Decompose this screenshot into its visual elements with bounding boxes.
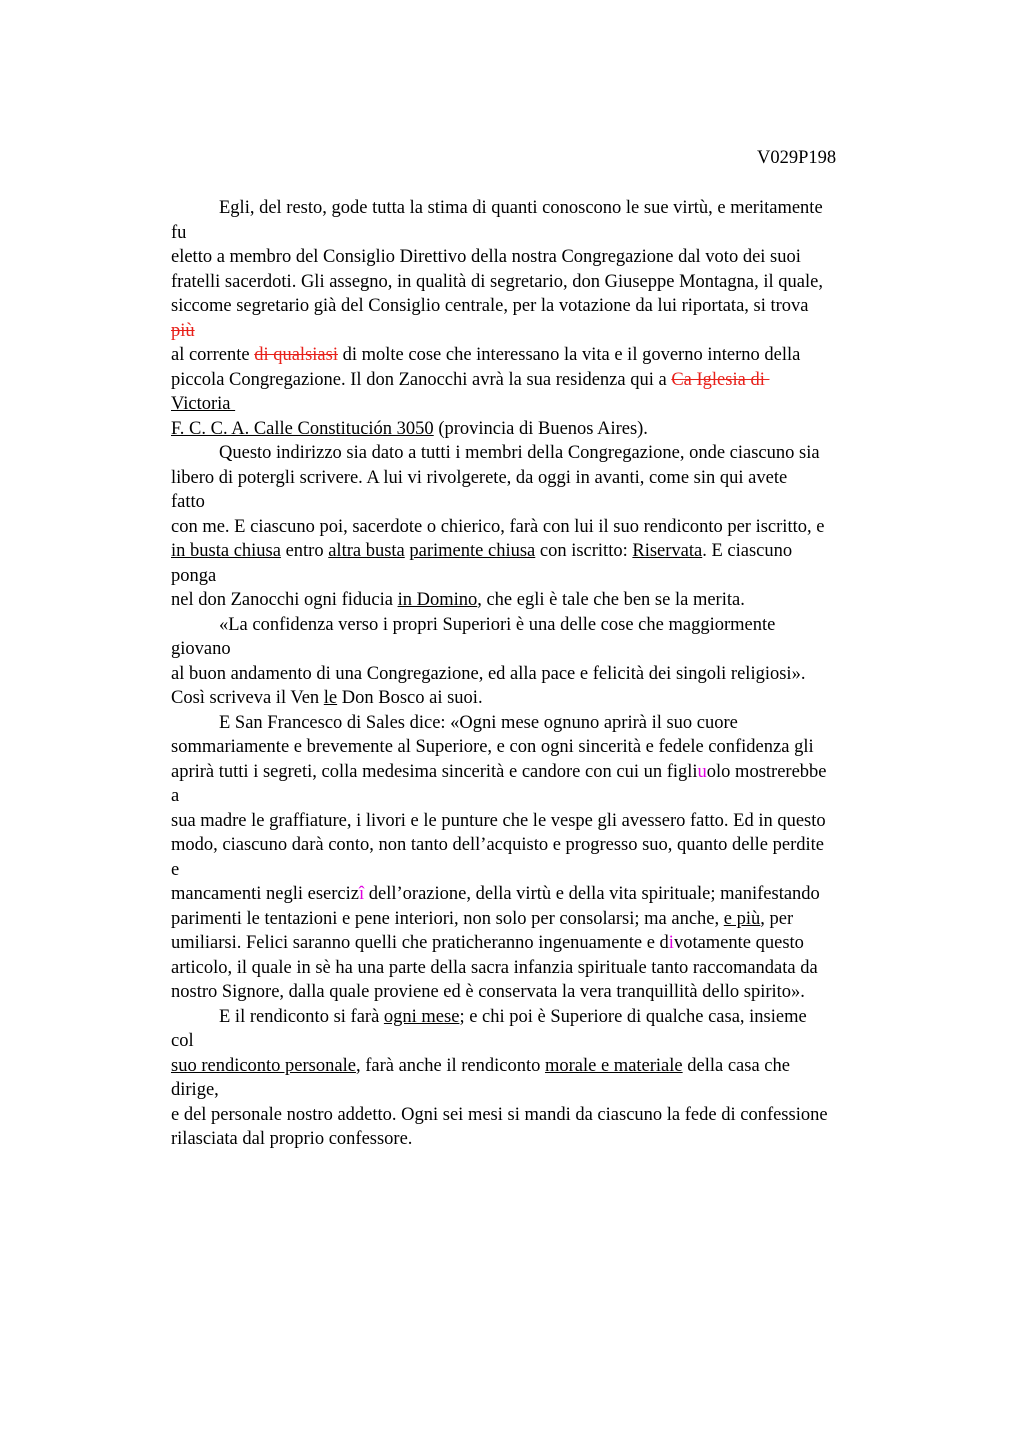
text-run: con iscritto: [535,541,633,561]
deleted-text: Ca Iglesia di [671,369,770,390]
text-run: al corrente [171,345,255,365]
text-run: piccola Congregazione. Il don Zanocchi avrà la sua residenza qui a [171,369,672,390]
deleted-text: di qualsiasi [254,345,338,365]
text-run: e del personale nostro addetto. Ogni sei mesi si mandi da ciascuno la fede di confessione [171,1104,828,1125]
text-run: E il rendiconto si farà [219,1006,384,1027]
text-line [171,613,931,638]
text-run: giovano [171,639,231,659]
underlined-text: Victoria [171,394,236,414]
underlined-text: ogni mese [383,1006,460,1027]
text-run: fatto [171,492,205,512]
text-line [171,931,931,956]
text-line [171,760,931,785]
inserted-letter: î [359,884,365,904]
text-run: entro [280,541,329,561]
text-line [171,662,931,687]
text-run: E San Francesco di Sales dice: «Ogni mese ognuno aprirà il suo cuore [219,712,738,733]
text-run: di molte cose che interessano la vita e il governo interno della [337,345,801,365]
inserted-letter: i [668,933,674,953]
text-line [171,784,931,809]
text-run: Questo indirizzo sia dato a tutti i membri della Congregazione, onde ciascuno sia [219,443,820,463]
underlined-text: F. C. C. A. Calle Constitución 3050 [171,418,434,439]
text-run: modo, ciascuno darà conto, non tanto dell’acquisto e progresso suo, quanto delle perdite [171,835,824,855]
text-run: (provincia di Buenos Aires). [433,418,648,439]
text-run: ; e chi poi è Superiore di qualche casa, insieme [459,1006,807,1027]
text-run: mancamenti negli eserciz [171,884,359,904]
text-line [171,319,931,344]
text-line [171,1103,931,1128]
text-line [171,588,931,613]
text-run: votamente questo [673,933,804,953]
body-text [171,196,931,1152]
text-line [171,735,931,760]
page-id: V029P198 [757,148,837,168]
text-line [171,196,931,221]
text-line [171,858,931,883]
text-run: umiliarsi. Felici saranno quelli che praticheranno ingenuamente e d [171,933,669,953]
text-run: Don Bosco ai suoi. [337,688,483,708]
text-run: sommariamente e brevemente al Superiore, e con ogni sincerità e fedele confidenza gli [171,737,814,757]
text-run: parimenti le tentazioni e pene interiori, non solo per consolarsi; ma anche, [171,908,724,929]
text-run: Egli, del resto, gode tutta la stima di quanti conoscono le sue virtù, e meritamente [219,198,823,218]
text-run: con me. E ciascuno poi, sacerdote o chierico, farà con lui il suo rendiconto per iscritto, e [171,516,825,537]
text-line [171,417,931,442]
text-line [171,686,931,711]
text-line [171,637,931,662]
text-line [171,368,931,393]
text-line [171,539,931,564]
text-run: dirige, [171,1080,219,1100]
text-line [171,392,931,417]
text-line [171,294,931,319]
text-run: al buon andamento di una Congregazione, ed alla pace e felicità dei singoli religiosi». [171,663,806,684]
text-run: articolo, il quale in sè ha una parte della sacra infanzia spirituale tanto raccomandata da [171,957,818,978]
underlined-text: e più [723,908,761,929]
text-run: libero di potergli scrivere. A lui vi rivolgerete, da oggi in avanti, come sin qui avete [171,467,788,488]
underlined-text: morale e materiale [544,1055,683,1076]
text-run: nel don Zanocchi ogni fiducia [171,590,398,610]
text-line [171,907,931,932]
text-run: rilasciata dal proprio confessore. [171,1129,413,1149]
text-run: olo mostrerebbe [706,761,827,782]
text-run: e [171,859,180,880]
text-line [171,270,931,295]
text-line [171,515,931,540]
text-run: , farà anche il rendiconto [355,1055,545,1076]
text-line [171,1127,931,1152]
underlined-text: altra busta [328,541,405,561]
text-run: fratelli sacerdoti. Gli assegno, in qualità di segretario, don Giuseppe Montagna, il quale, [171,271,823,292]
deleted-text: più [171,320,195,341]
text-line [171,809,931,834]
text-run: sua madre le graffiature, i livori e le punture che le vespe gli avessero fatto. Ed in questo [171,810,826,831]
text-line [171,441,931,466]
text-run: eletto a membro del Consiglio Direttivo della nostra Congregazione dal voto dei suoi [171,247,801,267]
text-line [171,711,931,736]
text-line [171,882,931,907]
text-line [171,1005,931,1030]
text-run: «La confidenza verso i propri Superiori è una delle cose che maggiormente [219,614,776,635]
text-line [171,245,931,270]
text-run: . E ciascuno [702,541,793,561]
text-line [171,980,931,1005]
text-line [171,343,931,368]
text-line [171,1029,931,1054]
text-line [171,833,931,858]
text-line [171,490,931,515]
underlined-text: le [323,688,338,708]
text-run: della casa che [682,1055,790,1076]
inserted-letter: u [697,761,707,782]
text-run: dell’orazione, della virtù e della vita spirituale; manifestando [364,884,820,904]
underlined-text: in busta chiusa [171,541,281,561]
text-run: a [171,786,180,806]
underlined-text: parimente chiusa [409,541,536,561]
text-line [171,221,931,246]
text-line [171,466,931,491]
underlined-text: in Domino [397,590,478,610]
underlined-text: Riservata [632,541,703,561]
text-run: , per [760,908,794,929]
text-run: col [171,1031,194,1051]
text-line [171,564,931,589]
text-line [171,1078,931,1103]
text-run: fu [171,222,187,243]
text-run: aprirà tutti i segreti, colla medesima sincerità e candore con cui un figli [171,761,698,782]
text-line [171,956,931,981]
text-line [171,1054,931,1079]
underlined-text: suo rendiconto personale [171,1055,356,1076]
text-run: siccome segretario già del Consiglio centrale, per la votazione da lui riportata, si trova [171,296,809,316]
text-run: nostro Signore, dalla quale proviene ed è conservata la vera tranquillità dello spirito». [171,982,805,1002]
text-run: Così scriveva il Ven [171,688,324,708]
text-run: , che egli è tale che ben se la merita. [477,590,745,610]
text-run: ponga [171,565,217,586]
